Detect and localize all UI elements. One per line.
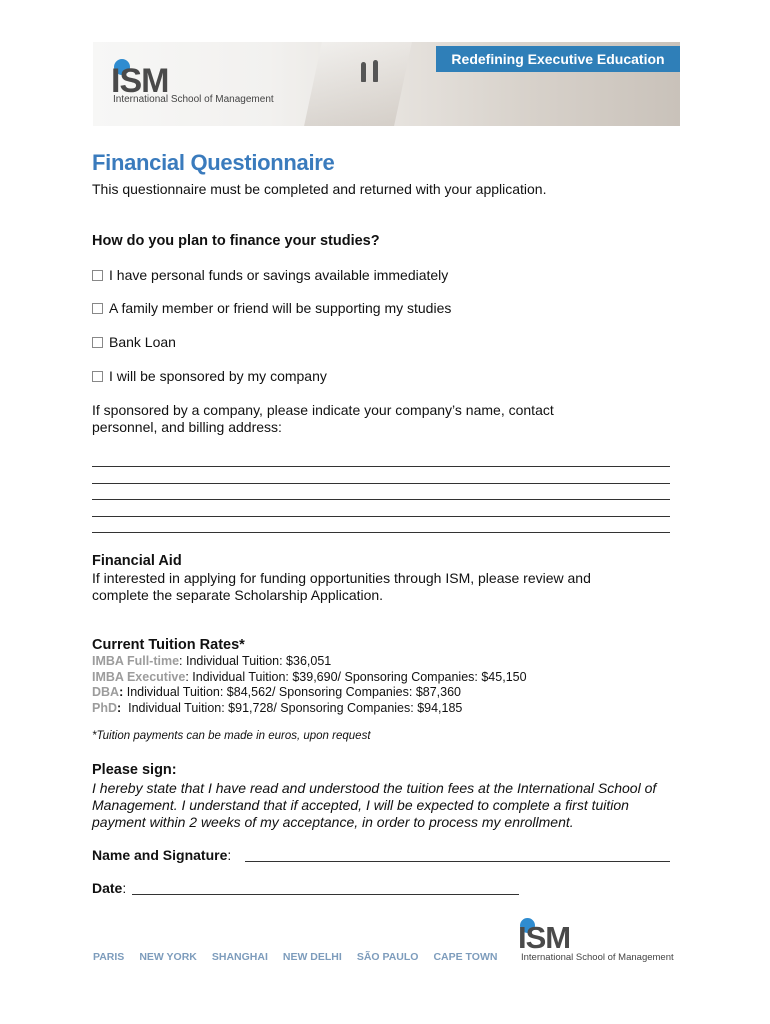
city-label: PARIS [93, 951, 125, 963]
header-logo-subtitle: International School of Management [113, 94, 274, 105]
banner-photo-walkway [304, 42, 412, 126]
sponsor-prompt-line2: personnel, and billing address: [92, 419, 282, 435]
tuition-note: *Tuition payments can be made in euros, upon request [92, 730, 371, 742]
date-field[interactable] [132, 894, 519, 895]
option-company-sponsor[interactable]: I will be sponsored by my company [92, 368, 327, 384]
financial-aid-line2: complete the separate Scholarship Application. [92, 587, 384, 603]
footer-logo: ISM [518, 920, 571, 955]
city-label: NEW DELHI [282, 951, 342, 963]
checkbox-icon[interactable] [92, 337, 103, 348]
sign-statement: I hereby state that I have read and understood the tuition fees at the International School of Management. I understand that if accepted, I will be expected to complete a first tuition payment within 2 weeks of my acceptance, in order to process my enrollment. [92, 780, 657, 830]
date-label: Date: [92, 880, 127, 896]
checkbox-icon[interactable] [92, 303, 103, 314]
header-logo: ISM [111, 62, 169, 100]
financial-aid-line1: If interested in applying for funding opportunities through ISM, please review and [92, 570, 591, 586]
rate-row: DBA: Individual Tuition: $84,562/ Sponsoring Companies: $87,360 [92, 685, 461, 699]
option-personal-funds[interactable]: I have personal funds or savings available immediately [92, 267, 448, 283]
walker-figure [373, 60, 378, 82]
sign-heading: Please sign: [92, 762, 177, 778]
tuition-heading: Current Tuition Rates* [92, 637, 245, 653]
city-label: SÃO PAULO [356, 951, 419, 963]
walker-figure [361, 62, 366, 82]
finance-question: How do you plan to finance your studies? [92, 233, 380, 249]
rate-row: PhD: Individual Tuition: $91,728/ Sponsoring Companies: $94,185 [92, 700, 463, 715]
tuition-rates [92, 654, 527, 716]
banner-tagline: Redefining Executive Education [436, 46, 680, 72]
option-family-support[interactable]: A family member or friend will be supporting my studies [92, 300, 451, 316]
name-signature-label: Name and Signature: [92, 847, 232, 863]
intro-text: This questionnaire must be completed and returned with your application. [92, 181, 547, 197]
footer-cities [93, 951, 512, 963]
rate-row: IMBA Executive: Individual Tuition: $39,690/ Sponsoring Companies: $45,150 [92, 669, 527, 684]
financial-aid-heading: Financial Aid [92, 553, 182, 569]
sponsor-prompt-line1: If sponsored by a company, please indicate your company’s name, contact [92, 402, 554, 418]
sponsor-info-line[interactable] [92, 516, 670, 517]
city-label: SHANGHAI [211, 951, 268, 963]
header-banner [93, 42, 680, 126]
sponsor-info-line[interactable] [92, 483, 670, 484]
city-label: NEW YORK [139, 951, 197, 963]
sponsor-info-line[interactable] [92, 499, 670, 500]
name-signature-field[interactable] [245, 861, 670, 862]
checkbox-icon[interactable] [92, 371, 103, 382]
rate-row: IMBA Full-time: Individual Tuition: $36,051 [92, 654, 332, 668]
city-label: CAPE TOWN [433, 951, 498, 963]
sponsor-info-line[interactable] [92, 532, 670, 533]
checkbox-icon[interactable] [92, 270, 103, 281]
sponsor-info-line[interactable] [92, 466, 670, 467]
page-title: Financial Questionnaire [92, 150, 335, 175]
footer-logo-subtitle: International School of Management [521, 952, 674, 963]
option-bank-loan[interactable]: Bank Loan [92, 334, 176, 350]
